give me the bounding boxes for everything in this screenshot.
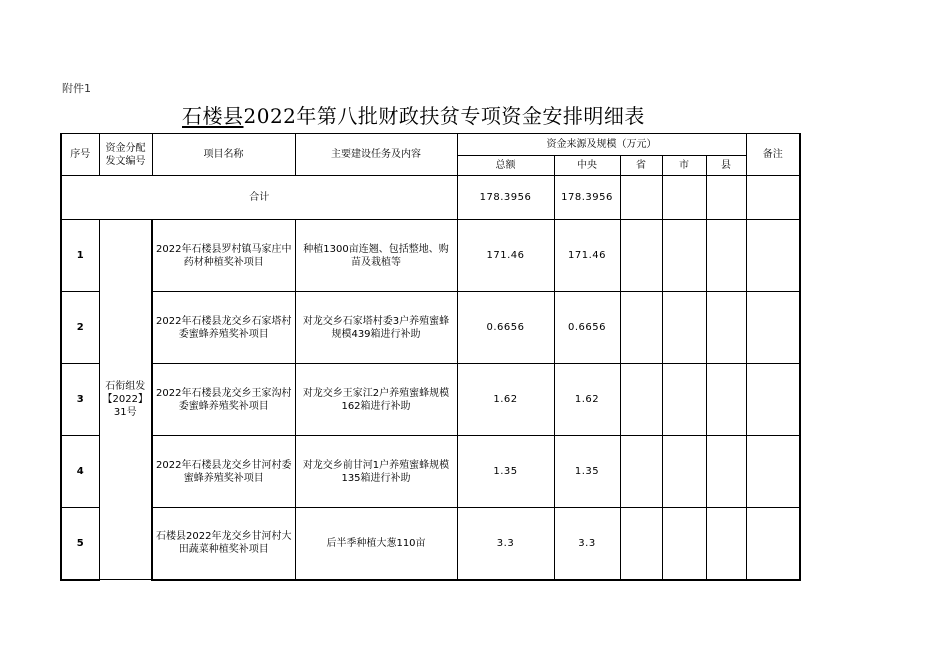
table-row: [61, 292, 800, 364]
header-tasks: 主要建设任务及内容: [295, 134, 457, 176]
funding-table: [60, 133, 801, 581]
header-total: 总额: [457, 156, 554, 176]
row-province: [620, 292, 662, 364]
summary-province: [620, 176, 662, 220]
row-province: [620, 220, 662, 292]
title-rest: 2022年第八批财政扶贫专项资金安排明细表: [243, 104, 645, 128]
row-province: [620, 364, 662, 436]
attachment-label: 附件1: [62, 82, 91, 95]
header-county: 县: [706, 156, 746, 176]
row-city: [662, 436, 706, 508]
row-project-name: 2022年石楼县龙交乡甘河村委蜜蜂养殖奖补项目: [152, 436, 295, 508]
row-project-name: 2022年石楼县龙交乡石家塔村委蜜蜂养殖奖补项目: [152, 292, 295, 364]
row-central: 171.46: [554, 220, 620, 292]
row-task: 对龙交乡王家江2户养殖蜜蜂规模162箱进行补助: [295, 364, 457, 436]
row-city: [662, 220, 706, 292]
row-county: [706, 292, 746, 364]
row-task: 对龙交乡石家塔村委3户养殖蜜蜂规模439箱进行补助: [295, 292, 457, 364]
summary-total: 178.3956: [457, 176, 554, 220]
header-seq: 序号: [61, 134, 99, 176]
row-project-name: 石楼县2022年龙交乡甘河村大田蔬菜种植奖补项目: [152, 508, 295, 580]
row-county: [706, 364, 746, 436]
header-central: 中央: [554, 156, 620, 176]
row-city: [662, 292, 706, 364]
table-row: [61, 364, 800, 436]
row-seq: 5: [61, 508, 99, 580]
summary-row: [61, 176, 800, 220]
header-doc-no: 资金分配发文编号: [99, 134, 152, 176]
row-seq: 4: [61, 436, 99, 508]
row-remarks: [746, 508, 800, 580]
row-remarks: [746, 436, 800, 508]
header-funding-group: 资金来源及规模（万元）: [457, 134, 746, 156]
row-project-name: 2022年石楼县罗村镇马家庄中药材种植奖补项目: [152, 220, 295, 292]
row-total: 0.6656: [457, 292, 554, 364]
summary-label: 合计: [61, 176, 457, 220]
row-county: [706, 508, 746, 580]
summary-county: [706, 176, 746, 220]
row-total: 171.46: [457, 220, 554, 292]
table-row: [61, 436, 800, 508]
row-city: [662, 508, 706, 580]
doc-no-cell: 石衔组发【2022】31号: [99, 220, 152, 580]
title-county: 石楼县: [182, 104, 244, 128]
row-task: 种植1300亩连翘、包括整地、购苗及栽植等: [295, 220, 457, 292]
row-central: 3.3: [554, 508, 620, 580]
header-province: 省: [620, 156, 662, 176]
row-project-name: 2022年石楼县龙交乡王家沟村委蜜蜂养殖奖补项目: [152, 364, 295, 436]
row-total: 1.62: [457, 364, 554, 436]
row-province: [620, 436, 662, 508]
row-city: [662, 364, 706, 436]
row-task: 对龙交乡前甘河1户养殖蜜蜂规模135箱进行补助: [295, 436, 457, 508]
row-seq: 3: [61, 364, 99, 436]
page-title: [182, 100, 645, 129]
row-central: 1.62: [554, 364, 620, 436]
row-central: 0.6656: [554, 292, 620, 364]
row-total: 1.35: [457, 436, 554, 508]
row-seq: 2: [61, 292, 99, 364]
row-county: [706, 436, 746, 508]
summary-remarks: [746, 176, 800, 220]
header-city: 市: [662, 156, 706, 176]
row-central: 1.35: [554, 436, 620, 508]
row-total: 3.3: [457, 508, 554, 580]
header-remarks: 备注: [746, 134, 800, 176]
summary-city: [662, 176, 706, 220]
row-county: [706, 220, 746, 292]
table-row: [61, 220, 800, 292]
summary-central: 178.3956: [554, 176, 620, 220]
row-remarks: [746, 220, 800, 292]
row-province: [620, 508, 662, 580]
row-seq: 1: [61, 220, 99, 292]
row-task: 后半季种植大葱110亩: [295, 508, 457, 580]
table-row: [61, 508, 800, 580]
row-remarks: [746, 364, 800, 436]
header-project-name: 项目名称: [152, 134, 295, 176]
row-remarks: [746, 292, 800, 364]
